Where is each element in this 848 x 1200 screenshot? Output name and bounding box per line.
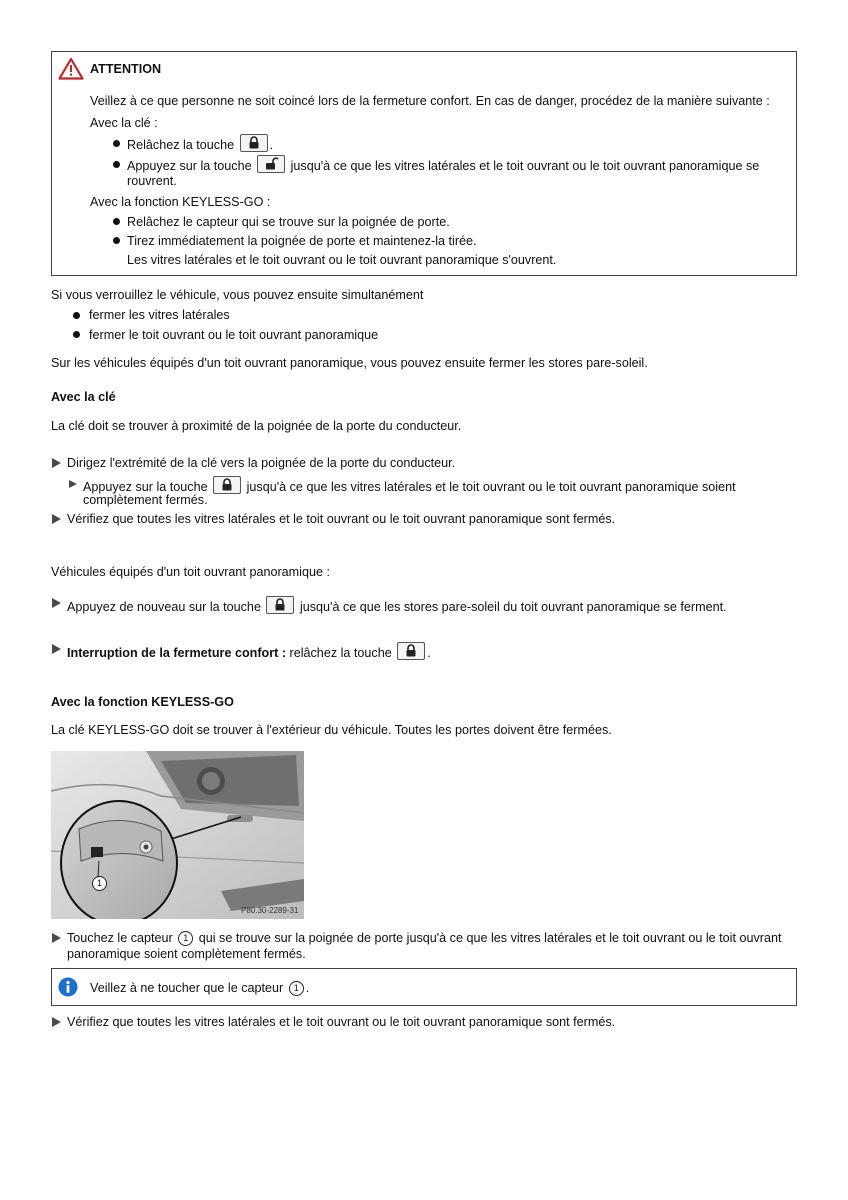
text: . xyxy=(305,981,310,995)
interrupt-step xyxy=(67,642,431,660)
warning-key-bullet-1 xyxy=(127,134,273,152)
warning-title: ATTENTION xyxy=(90,62,162,76)
bullet xyxy=(113,218,120,225)
image-code: P80.30-2289-31 xyxy=(241,906,299,915)
section-keyless-text: La clé KEYLESS-GO doit se trouver à l'extérieur du véhicule. Toutes les portes doivent être fermées. xyxy=(51,723,612,737)
bullet xyxy=(113,140,120,147)
step-arrow-icon xyxy=(52,1017,61,1027)
info-text xyxy=(90,981,309,996)
step-arrow-icon xyxy=(52,458,61,468)
sensor-marker: 1 xyxy=(289,981,304,996)
sunblind-note: Sur les véhicules équipés d'un toit ouvrant panoramique, vous pouvez ensuite fermer les stores pare-soleil. xyxy=(51,356,648,370)
pano-step xyxy=(67,596,727,614)
warning-triangle-icon xyxy=(58,57,84,83)
keyless-step-cont: panoramique soient complètement fermés. xyxy=(67,947,306,961)
info-icon xyxy=(58,977,78,1000)
key-step-1a-cont: complètement fermés. xyxy=(83,493,208,507)
bullet xyxy=(73,331,80,338)
key-step-2: Vérifiez que toutes les vitres latérales et le toit ouvrant ou le toit ouvrant panoramique sont fermés. xyxy=(67,512,616,526)
bullet xyxy=(73,312,80,319)
text: Appuyez de nouveau sur la touche xyxy=(67,600,261,614)
section-key-text: La clé doit se trouver à proximité de la poignée de la porte du conducteur. xyxy=(51,419,462,433)
substep-arrow-icon xyxy=(69,480,77,488)
section-key-heading: Avec la clé xyxy=(51,390,116,404)
keyless-step xyxy=(67,931,781,946)
text: . xyxy=(269,138,274,152)
lock-button-icon xyxy=(213,476,241,494)
key-step-1: Dirigez l'extrémité de la clé vers la poignée de la porte du conducteur. xyxy=(67,456,456,470)
warning-key-heading: Avec la clé : xyxy=(90,116,158,130)
text: Appuyez sur la touche xyxy=(83,480,208,494)
keyless-final-step: Vérifiez que toutes les vitres latérales et le toit ouvrant ou le toit ouvrant panoramique sont fermés. xyxy=(67,1015,616,1029)
text: jusqu'à ce que les vitres latérales et le toit ouvrant ou le toit ouvrant panoramique se xyxy=(290,159,760,173)
step-arrow-icon xyxy=(52,644,61,654)
warning-box xyxy=(51,51,797,276)
bullet xyxy=(113,237,120,244)
step-arrow-icon xyxy=(52,933,61,943)
bullet xyxy=(113,161,120,168)
section-keyless-heading: Avec la fonction KEYLESS-GO xyxy=(51,695,234,709)
warning-keyless-heading: Avec la fonction KEYLESS-GO : xyxy=(90,195,271,209)
door-handle-illustration xyxy=(51,751,304,919)
text: . xyxy=(427,646,431,660)
text: Veillez à ne toucher que le capteur xyxy=(90,981,284,995)
warning-key-bullet-2 xyxy=(127,155,759,173)
warning-keyless-note: Les vitres latérales et le toit ouvrant ou le toit ouvrant panoramique s'ouvrent. xyxy=(127,253,557,267)
lock-item-2: fermer le toit ouvrant ou le toit ouvrant panoramique xyxy=(89,328,379,342)
text: qui se trouve sur la poignée de porte jusqu'à ce que les vitres latérales et le toit ouvrant ou le toit ouvrant xyxy=(198,931,782,945)
warning-key-bullet-2-cont: rouvrent. xyxy=(127,174,177,188)
pano-heading: Véhicules équipés d'un toit ouvrant panoramique : xyxy=(51,565,330,579)
unlock-button-icon xyxy=(257,155,285,173)
text: relâchez la touche xyxy=(289,646,392,660)
lock-intro: Si vous verrouillez le véhicule, vous pouvez ensuite simultanément xyxy=(51,288,424,302)
interrupt-label: Interruption de la fermeture confort : xyxy=(67,646,287,660)
lock-item-1: fermer les vitres latérales xyxy=(89,308,230,322)
text: jusqu'à ce que les vitres latérales et le toit ouvrant ou le toit ouvrant panoramique soient xyxy=(246,480,736,494)
warning-keyless-bullet-2: Tirez immédiatement la poignée de porte et maintenez-la tirée. xyxy=(127,234,477,248)
key-step-1a xyxy=(83,476,736,494)
sensor-marker: 1 xyxy=(92,876,107,891)
step-arrow-icon xyxy=(52,514,61,524)
warning-intro: Veillez à ce que personne ne soit coincé lors de la fermeture confort. En cas de danger, procédez de la manière suivante : xyxy=(90,94,770,108)
info-box xyxy=(51,968,797,1006)
text: jusqu'à ce que les stores pare-soleil du toit ouvrant panoramique se ferment. xyxy=(299,600,727,614)
lock-button-icon xyxy=(397,642,425,660)
lock-button-icon xyxy=(240,134,268,152)
warning-keyless-bullet-1: Relâchez le capteur qui se trouve sur la poignée de porte. xyxy=(127,215,450,229)
step-arrow-icon xyxy=(52,598,61,608)
lock-button-icon xyxy=(266,596,294,614)
text: Relâchez la touche xyxy=(127,138,235,152)
sensor-marker: 1 xyxy=(178,931,193,946)
text: Appuyez sur la touche xyxy=(127,159,252,173)
text: Touchez le capteur xyxy=(67,931,173,945)
